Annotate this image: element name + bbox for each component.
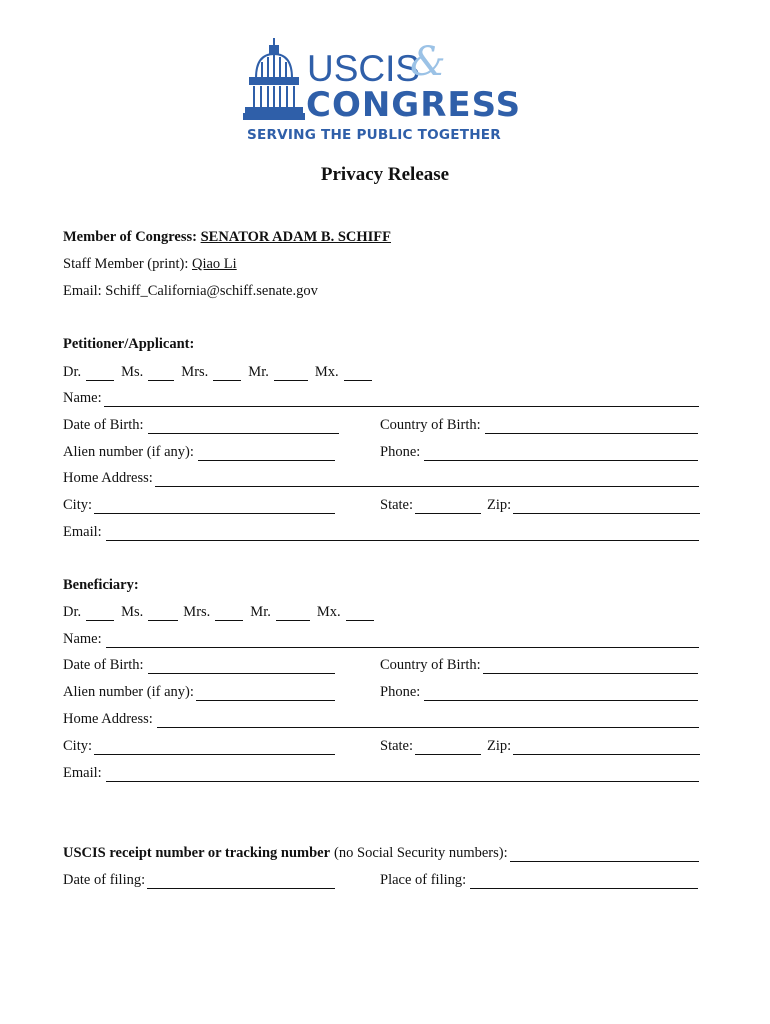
beneficiary-country-field xyxy=(380,656,698,674)
dob-label: Date of Birth: xyxy=(63,657,144,673)
title-ms-blank[interactable] xyxy=(148,606,178,621)
petitioner-alien-field xyxy=(63,443,335,461)
title-mx-label: Mx. xyxy=(314,364,339,380)
receipt-label-rest: (no Social Security numbers): xyxy=(334,845,508,861)
logo-tagline: SERVING THE PUBLIC TOGETHER xyxy=(247,127,501,143)
city-label: City: xyxy=(63,738,93,754)
email-label: Email: xyxy=(63,765,102,781)
petitioner-address-field xyxy=(63,469,699,487)
title-mx-blank[interactable] xyxy=(344,366,372,381)
staff-label: Staff Member (print): xyxy=(63,256,189,272)
filing-date-input[interactable] xyxy=(147,874,335,889)
member-of-congress-row xyxy=(63,228,391,246)
title-mr-label: Mr. xyxy=(250,604,271,620)
petitioner-city-field xyxy=(63,496,335,514)
name-input[interactable] xyxy=(106,633,699,648)
alien-input[interactable] xyxy=(196,686,335,701)
zip-label: Zip: xyxy=(487,738,512,754)
phone-input[interactable] xyxy=(424,446,698,461)
title-ms-label: Ms. xyxy=(121,364,144,380)
email-input[interactable] xyxy=(106,767,699,782)
address-input[interactable] xyxy=(155,472,699,487)
phone-label: Phone: xyxy=(380,684,421,700)
filing-place-label: Place of filing: xyxy=(380,872,467,888)
state-label: State: xyxy=(380,738,414,754)
member-value: SENATOR ADAM B. SCHIFF xyxy=(200,229,391,245)
title-dr-label: Dr. xyxy=(63,604,82,620)
phone-label: Phone: xyxy=(380,444,421,460)
beneficiary-phone-field xyxy=(380,683,698,701)
dob-input[interactable] xyxy=(148,659,335,674)
beneficiary-city-field xyxy=(63,737,335,755)
filing-date-label: Date of filing: xyxy=(63,872,146,888)
beneficiary-address-field xyxy=(63,710,699,728)
city-label: City: xyxy=(63,497,93,513)
title-mrs-blank[interactable] xyxy=(215,606,243,621)
country-label: Country of Birth: xyxy=(380,657,481,673)
country-label: Country of Birth: xyxy=(380,417,481,433)
logo-ampersand: & xyxy=(410,39,446,85)
petitioner-state-zip-field xyxy=(380,496,700,514)
state-input[interactable] xyxy=(415,499,481,514)
alien-label: Alien number (if any): xyxy=(63,444,194,460)
dob-input[interactable] xyxy=(148,419,339,434)
petitioner-country-field xyxy=(380,416,698,434)
receipt-number-field xyxy=(63,844,699,862)
dob-label: Date of Birth: xyxy=(63,417,144,433)
city-input[interactable] xyxy=(94,740,335,755)
email-input[interactable] xyxy=(106,526,699,541)
title-mx-label: Mx. xyxy=(316,604,341,620)
capitol-dome-icon xyxy=(242,36,306,128)
address-input[interactable] xyxy=(157,713,699,728)
country-input[interactable] xyxy=(483,659,698,674)
name-input[interactable] xyxy=(104,392,699,407)
uscis-congress-logo xyxy=(242,36,522,148)
country-input[interactable] xyxy=(485,419,698,434)
petitioner-name-field xyxy=(63,389,699,407)
filing-date-field xyxy=(63,871,335,889)
alien-input[interactable] xyxy=(198,446,335,461)
petitioner-heading: Petitioner/Applicant: xyxy=(63,336,195,352)
petitioner-email-field xyxy=(63,523,699,541)
beneficiary-alien-field xyxy=(63,683,335,701)
title-ms-blank[interactable] xyxy=(148,366,174,381)
logo-congress-text: CONGRESS xyxy=(306,85,522,125)
state-input[interactable] xyxy=(415,740,481,755)
logo-uscis-text: USCIS xyxy=(307,48,421,89)
name-label: Name: xyxy=(63,631,102,647)
petitioner-phone-field xyxy=(380,443,698,461)
staff-member-row xyxy=(63,255,237,273)
city-input[interactable] xyxy=(94,499,335,514)
state-label: State: xyxy=(380,497,414,513)
beneficiary-state-zip-field xyxy=(380,737,700,755)
title-mrs-label: Mrs. xyxy=(181,364,209,380)
title-mx-blank[interactable] xyxy=(346,606,374,621)
zip-label: Zip: xyxy=(487,497,512,513)
header-email-label: Email: xyxy=(63,283,102,299)
title-mr-label: Mr. xyxy=(248,364,269,380)
staff-value: Qiao Li xyxy=(192,256,237,272)
page-title: Privacy Release xyxy=(320,164,450,185)
title-dr-blank[interactable] xyxy=(86,606,114,621)
title-mr-blank[interactable] xyxy=(274,366,308,381)
title-dr-label: Dr. xyxy=(63,364,82,380)
address-label: Home Address: xyxy=(63,711,153,727)
zip-input[interactable] xyxy=(513,499,700,514)
email-label: Email: xyxy=(63,524,102,540)
member-label: Member of Congress: xyxy=(63,229,197,245)
beneficiary-email-field xyxy=(63,764,699,782)
title-mr-blank[interactable] xyxy=(276,606,310,621)
filing-place-input[interactable] xyxy=(470,874,698,889)
petitioner-dob-field xyxy=(63,416,339,434)
receipt-label-bold: USCIS receipt number or tracking number xyxy=(63,845,331,861)
header-email-value: Schiff_California@schiff.senate.gov xyxy=(105,283,318,299)
header-email-row xyxy=(63,282,318,300)
alien-label: Alien number (if any): xyxy=(63,684,194,700)
beneficiary-heading: Beneficiary: xyxy=(63,577,139,593)
receipt-input[interactable] xyxy=(510,847,699,862)
address-label: Home Address: xyxy=(63,470,153,486)
title-mrs-label: Mrs. xyxy=(183,604,211,620)
petitioner-title-row xyxy=(63,363,375,381)
phone-input[interactable] xyxy=(424,686,698,701)
name-label: Name: xyxy=(63,390,102,406)
filing-place-field xyxy=(380,871,698,889)
title-mrs-blank[interactable] xyxy=(213,366,241,381)
title-ms-label: Ms. xyxy=(121,604,144,620)
beneficiary-dob-field xyxy=(63,656,335,674)
title-dr-blank[interactable] xyxy=(86,366,114,381)
beneficiary-title-row xyxy=(63,603,377,621)
zip-input[interactable] xyxy=(513,740,700,755)
beneficiary-name-field xyxy=(63,630,699,648)
